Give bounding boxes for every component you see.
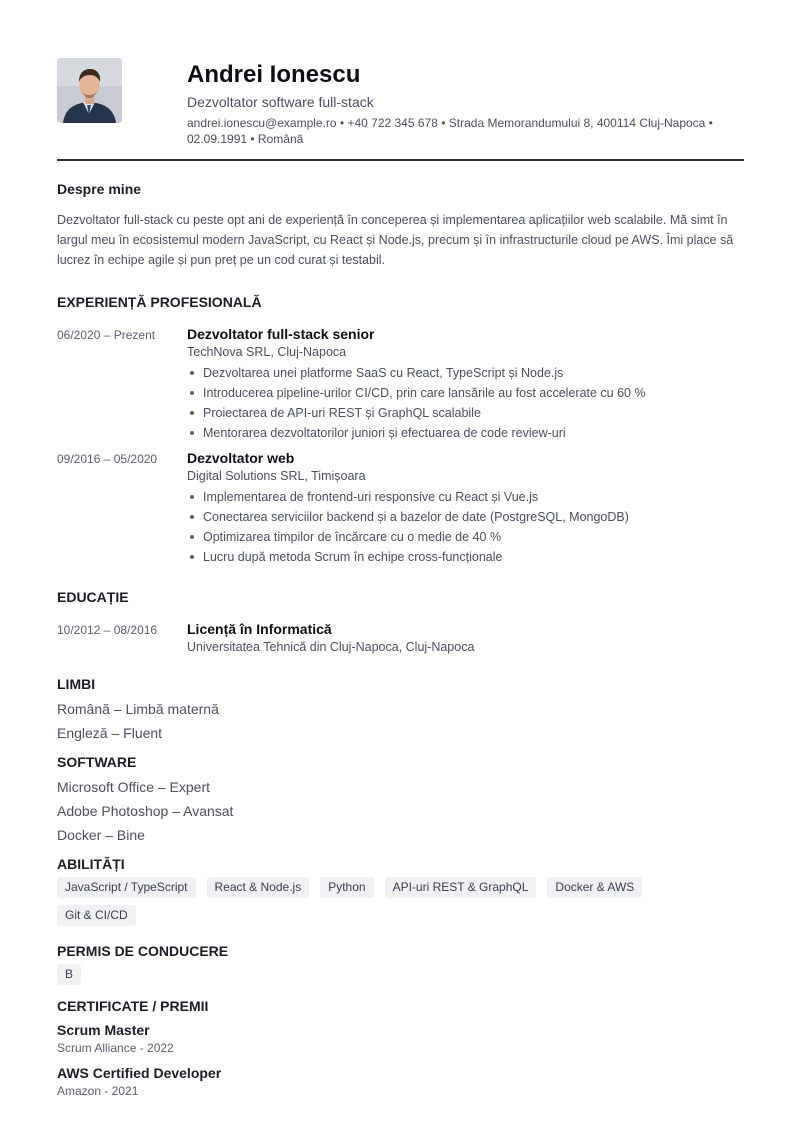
bullet-item: Optimizarea timpilor de încărcare cu o medie de 40 % (187, 527, 744, 547)
entry-title: Dezvoltator full-stack senior (187, 326, 375, 342)
bullet-item: Mentorarea dezvoltatorilor juniori și efectuarea de code review-uri (187, 423, 744, 443)
license-list (57, 964, 697, 992)
skill-chip: JavaScript / TypeScript (57, 877, 196, 898)
job-title: Dezvoltator software full-stack (187, 94, 374, 110)
experience-entry (57, 449, 744, 567)
experience-entry (57, 325, 744, 443)
entry-date: 10/2012 – 08/2016 (57, 623, 158, 637)
language-item: Engleză – Fluent (57, 725, 163, 741)
entry-bullets (187, 363, 744, 443)
cv-header (57, 58, 744, 161)
languages-list (57, 697, 744, 745)
bullet-item: Lucru după metoda Scrum în echipe cross-funcționale (187, 547, 744, 567)
skill-chip: React & Node.js (207, 877, 310, 898)
cv-page (57, 58, 744, 1099)
entry-organization: Digital Solutions SRL, Timișoara (187, 469, 366, 483)
software-list (57, 775, 744, 847)
full-name: Andrei Ionescu (187, 61, 361, 88)
skill-chip: Python (320, 877, 373, 898)
certificate-name: Scrum Master (57, 1022, 150, 1038)
bullet-item: Dezvoltarea unei platforme SaaS cu React, TypeScript și Node.js (187, 363, 744, 383)
about-text: Dezvoltator full-stack cu peste opt ani de experiență în conceperea și implementarea aplicațiilor web scalabile. Mă simt în largul meu în ecosistemul modern JavaScript, cu React și Node.js, precum și în infrastructurile cloud pe AWS. Îmi place să lucrez în echipe agile și pun preț pe un cod curat și testabil. (57, 213, 734, 267)
section-title-education: EDUCAȚIE (57, 589, 129, 605)
entry-date: 06/2020 – Prezent (57, 328, 156, 342)
section-title-languages: LIMBI (57, 676, 96, 692)
certificate-meta: Amazon - 2021 (57, 1084, 139, 1098)
certificate-item (57, 1064, 744, 1099)
skills-list (57, 877, 697, 933)
certificate-item (57, 1021, 744, 1056)
entry-bullets (187, 487, 744, 567)
section-title-driving-license: PERMIS DE CONDUCERE (57, 943, 229, 959)
language-item: Română – Limbă maternă (57, 701, 219, 717)
section-title-experience: EXPERIENȚĂ PROFESIONALĂ (57, 294, 262, 310)
bullet-item: Introducerea pipeline-urilor CI/CD, prin care lansările au fost accelerate cu 60 % (187, 383, 744, 403)
entry-organization: TechNova SRL, Cluj-Napoca (187, 345, 347, 359)
section-title-about: Despre mine (57, 181, 142, 197)
header-text (187, 60, 744, 147)
education-entry (57, 620, 744, 655)
certificate-name: AWS Certified Developer (57, 1065, 222, 1081)
section-title-software: SOFTWARE (57, 754, 137, 770)
skill-chip: API-uri REST & GraphQL (385, 877, 537, 898)
skill-chip: Git & CI/CD (57, 905, 136, 926)
skill-chip: Docker & AWS (547, 877, 642, 898)
bullet-item: Proiectarea de API-uri REST și GraphQL scalabile (187, 403, 744, 423)
software-item: Docker – Bine (57, 827, 145, 843)
entry-title: Dezvoltator web (187, 450, 295, 466)
entry-title: Licență în Informatică (187, 621, 332, 637)
entry-date: 09/2016 – 05/2020 (57, 452, 158, 466)
section-title-certificates: CERTIFICATE / PREMII (57, 998, 209, 1014)
profile-photo (57, 58, 122, 123)
license-chip: B (57, 964, 81, 985)
certificate-meta: Scrum Alliance - 2022 (57, 1041, 174, 1055)
section-title-skills: ABILITĂȚI (57, 856, 125, 872)
contact-line: andrei.ionescu@example.ro • +40 722 345 678 • Strada Memorandumului 8, 400114 Cluj-Napoca • 02.09.1991 • Română (187, 116, 713, 146)
software-item: Microsoft Office – Expert (57, 779, 211, 795)
software-item: Adobe Photoshop – Avansat (57, 803, 234, 819)
bullet-item: Implementarea de frontend-uri responsive cu React și Vue.js (187, 487, 744, 507)
bullet-item: Conectarea serviciilor backend și a bazelor de date (PostgreSQL, MongoDB) (187, 507, 744, 527)
entry-organization: Universitatea Tehnică din Cluj-Napoca, Cluj-Napoca (187, 640, 475, 654)
